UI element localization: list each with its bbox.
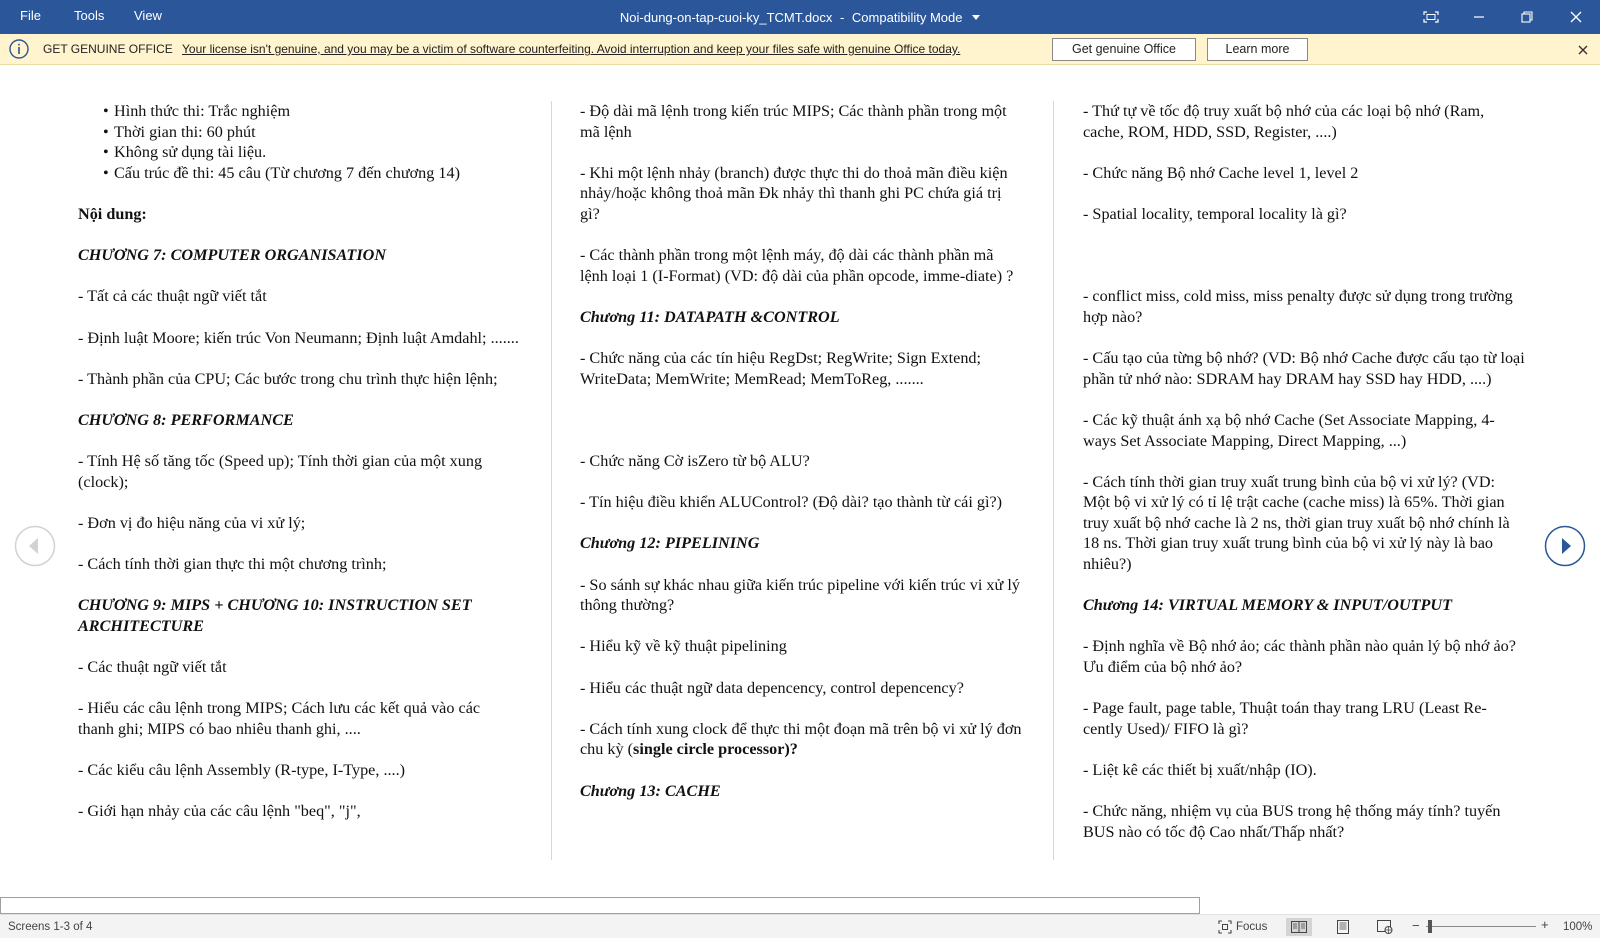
paragraph: - Chức năng, nhiệm vụ của BUS trong hệ thống máy tính? tuyến BUS nào có tốc độ Cao nhất/Thấp nhất?: [1083, 802, 1501, 841]
genuine-office-infobar: [0, 34, 1600, 65]
compatibility-mode-dropdown[interactable]: [852, 10, 980, 25]
web-layout-icon: [1377, 920, 1393, 934]
document-filename: Noi-dung-on-tap-cuoi-ky_TCMT.docx: [619, 10, 833, 25]
paragraph: - Định nghĩa về Bộ nhớ ảo; các thành phần nào quản lý bộ nhớ ảo? Ưu điểm của bộ nhớ ảo?: [1083, 637, 1516, 677]
document-page: [0, 65, 1600, 895]
compatibility-mode-label: Compatibility Mode: [851, 10, 963, 25]
paragraph: - Page fault, page table, Thuật toán thay trang LRU (Least Re-cently Used)/ FIFO là gì?: [1083, 699, 1487, 738]
zoom-in-button[interactable]: +: [1541, 917, 1549, 932]
paragraph: - Cách tính thời gian truy xuất trung bình của bộ vi xử lý? (VD: Một bộ vi xử lý có tỉ lệ trật cache (cache miss) là 65%. Thời gian truy xuất bộ nhớ cache là 2 ns, thời gian truy xuất bộ nhớ chính là 18 ns. Thời gian truy xuất trung bình của bộ vi xử lý này là bao nhiêu?): [1083, 472, 1510, 574]
zoom-slider-thumb[interactable]: [1428, 920, 1432, 933]
exam-info-list: [78, 101, 520, 183]
zoom-level[interactable]: 100%: [1563, 921, 1593, 933]
paragraph: - Hiểu kỹ về kỹ thuật pipelining: [580, 637, 787, 656]
paragraph: - Chức năng Cờ isZero từ bộ ALU?: [580, 452, 810, 471]
paragraph: - So sánh sự khác nhau giữa kiến trúc pipeline với kiến trúc vi xử lý thông thường?: [580, 575, 1020, 615]
document-column-1: [78, 101, 520, 842]
paragraph: - Các thành phần trong một lệnh máy, độ dài các thành phần mã lệnh loại 1 (I-Format) (VD: độ dài của phần opcode, imme-diate) ?: [580, 246, 1014, 285]
zoom-slider[interactable]: [1426, 926, 1536, 927]
document-title: [0, 0, 1600, 34]
read-mode-button[interactable]: [1286, 918, 1312, 936]
close-button[interactable]: [1552, 0, 1600, 34]
status-bar: [0, 914, 1600, 938]
paragraph: - Hiểu các câu lệnh trong MIPS; Cách lưu các kết quả vào các thanh ghi; MIPS có bao nhiêu thanh ghi, ....: [78, 699, 481, 738]
paragraph: - Đơn vị đo hiệu năng của vi xử lý;: [78, 513, 306, 532]
read-mode-icon: [1291, 921, 1307, 933]
minimize-icon: [1473, 11, 1485, 23]
list-item: • Cấu trúc đề thi: 45 câu (Từ chương 7 đến chương 14): [78, 163, 520, 184]
list-item: • Thời gian thi: 60 phút: [78, 122, 520, 143]
chapter-8-heading: CHƯƠNG 8: PERFORMANCE: [78, 410, 294, 429]
print-layout-button[interactable]: [1330, 918, 1356, 936]
paragraph: - Độ dài mã lệnh trong kiến trúc MIPS; Các thành phần trong một mã lệnh: [580, 102, 1007, 141]
focus-icon: [1218, 920, 1232, 934]
paragraph: - Cấu tạo của từng bộ nhớ? (VD: Bộ nhớ Cache được cấu tạo từ loại phần tử nhớ nào: SDRAM hay DRAM hay SSD hay HDD, ....): [1083, 349, 1525, 388]
chevron-down-icon: [972, 15, 980, 20]
document-column-3: [1083, 101, 1525, 863]
zoom-out-button[interactable]: −: [1412, 918, 1420, 933]
paragraph: - Spatial locality, temporal locality là gì?: [1083, 204, 1347, 223]
paragraph: [580, 719, 1022, 760]
paragraph: - Các kỹ thuật ánh xạ bộ nhớ Cache (Set Associate Mapping, 4-ways Set Associate Mapping, Direct Mapping, ...): [1083, 410, 1495, 450]
get-genuine-office-button[interactable]: Get genuine Office: [1052, 38, 1196, 61]
list-item: • Hình thức thi: Trắc nghiệm: [78, 101, 520, 122]
chapter-7-heading: CHƯƠNG 7: COMPUTER ORGANISATION: [78, 246, 387, 265]
screens-indicator: Screens 1-3 of 4: [8, 921, 93, 933]
restore-icon: [1521, 11, 1533, 23]
next-screen-button[interactable]: [1544, 525, 1586, 567]
paragraph: - Chức năng của các tín hiệu RegDst; RegWrite; Sign Extend; WriteData; MemWrite; MemRead; MemToReg, .......: [580, 349, 982, 388]
document-column-2: [580, 101, 1022, 822]
menu-tools[interactable]: Tools: [74, 8, 105, 23]
paragraph-bold-text: single circle processor)?: [633, 740, 798, 759]
title-bar: [0, 0, 1600, 34]
focus-mode-button[interactable]: [1218, 918, 1267, 936]
paragraph: - Tính Hệ số tăng tốc (Speed up); Tính thời gian của một xung (clock);: [78, 452, 483, 491]
column-divider: [551, 101, 552, 860]
paragraph: - Chức năng Bộ nhớ Cache level 1, level 2: [1083, 163, 1359, 182]
close-icon: [1570, 11, 1582, 23]
print-layout-icon: [1337, 920, 1349, 934]
chapter-12-heading: Chương 12: PIPELINING: [580, 534, 760, 553]
paragraph: - conflict miss, cold miss, miss penalty được sử dụng trong trường hợp nào?: [1083, 287, 1513, 326]
horizontal-scrollbar[interactable]: [0, 897, 1200, 914]
paragraph: - Định luật Moore; kiến trúc Von Neumann; Định luật Amdahl; .......: [78, 328, 519, 347]
chapter-9-10-heading: CHƯƠNG 9: MIPS + CHƯƠNG 10: INSTRUCTION SET ARCHITECTURE: [78, 596, 472, 635]
menu-view[interactable]: View: [134, 8, 162, 23]
paragraph: - Hiểu các thuật ngữ data depencency, control depencency?: [580, 678, 964, 697]
blank-line: [1083, 245, 1525, 266]
paragraph: - Thứ tự về tốc độ truy xuất bộ nhớ của các loại bộ nhớ (Ram, cache, ROM, HDD, SSD, Register, ....): [1083, 102, 1485, 141]
paragraph: - Tất cả các thuật ngữ viết tắt: [78, 287, 267, 306]
minimize-button[interactable]: [1455, 0, 1503, 34]
paragraph: - Liệt kê các thiết bị xuất/nhập (IO).: [1083, 761, 1317, 779]
learn-more-button[interactable]: Learn more: [1207, 38, 1308, 61]
web-layout-button[interactable]: [1372, 918, 1398, 936]
blank-line: [580, 410, 1022, 431]
paragraph-text: - Cách tính xung clock để thực thi một đoạn mã trên bộ vi xử lý đơn chu kỳ (: [580, 719, 1022, 759]
content-heading: Nội dung:: [78, 204, 147, 223]
list-item: • Không sử dụng tài liệu.: [78, 142, 520, 163]
focus-label: Focus: [1236, 921, 1268, 933]
chapter-11-heading: Chương 11: DATAPATH &CONTROL: [580, 307, 840, 326]
fullscreen-icon: [1423, 11, 1439, 23]
infobar-label: GET GENUINE OFFICE: [43, 42, 173, 56]
paragraph: - Các kiểu câu lệnh Assembly (R-type, I-Type, ....): [78, 761, 406, 779]
previous-screen-button[interactable]: [14, 525, 56, 567]
paragraph: - Khi một lệnh nhảy (branch) được thực thi do thoả mãn điều kiện nhảy/hoặc không thoả mãn Đk nhảy thì thanh ghi PC chứa giá trị gì?: [580, 163, 1008, 223]
paragraph: - Tín hiệu điều khiển ALUControl? (Độ dài? tạo thành từ cái gì?): [580, 493, 1003, 512]
chapter-14-heading: Chương 14: VIRTUAL MEMORY & INPUT/OUTPUT: [1083, 596, 1452, 615]
chapter-13-heading: Chương 13: CACHE: [580, 781, 721, 800]
column-divider: [1053, 101, 1054, 860]
paragraph: - Cách tính thời gian thực thi một chương trình;: [78, 555, 387, 574]
title-separator: -: [839, 10, 845, 25]
paragraph: - Thành phần của CPU; Các bước trong chu trình thực hiện lệnh;: [78, 369, 498, 388]
info-icon: [9, 39, 29, 59]
fullscreen-button[interactable]: [1407, 0, 1455, 34]
paragraph: - Giới hạn nhảy của các câu lệnh "beq", "j",: [78, 802, 361, 821]
paragraph: - Các thuật ngữ viết tắt: [78, 658, 227, 677]
close-icon[interactable]: [1576, 43, 1590, 57]
infobar-message-link[interactable]: Your license isn't genuine, and you may be a victim of software counterfeiting. Avoid interruption and keep your files safe with genuine Office today.: [182, 42, 961, 56]
menu-file[interactable]: File: [20, 8, 41, 23]
restore-button[interactable]: [1503, 0, 1551, 34]
